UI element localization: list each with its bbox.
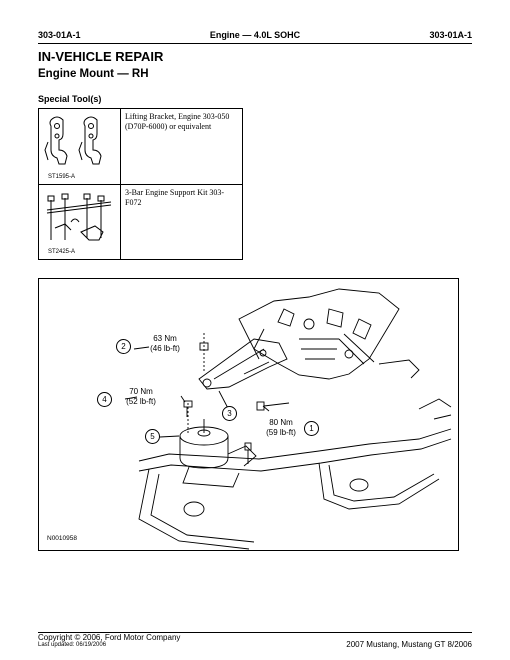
tool-row	[39, 109, 243, 185]
torque-lbft: (59 lb-ft)	[266, 427, 296, 437]
tool-row	[39, 185, 243, 260]
tool-description: Lifting Bracket, Engine 303-050 (D70P-6000) or equivalent	[121, 109, 243, 185]
callout-4: 4	[97, 392, 112, 407]
tool-image-cell	[39, 109, 121, 185]
header-section-left: 303-01A-1	[38, 30, 81, 40]
header-section-right: 303-01A-1	[429, 30, 472, 40]
page-header	[38, 30, 472, 44]
torque-nm: 70 Nm	[129, 387, 153, 396]
callout-2: 2	[116, 339, 131, 354]
special-tools-table	[38, 108, 243, 260]
torque-label-1	[259, 418, 303, 437]
torque-nm: 80 Nm	[269, 418, 293, 427]
torque-label-4	[116, 387, 166, 406]
page-subtitle: Engine Mount — RH	[38, 68, 149, 80]
torque-nm: 63 Nm	[153, 334, 177, 343]
special-tools-heading: Special Tool(s)	[38, 94, 102, 104]
tool-description: 3-Bar Engine Support Kit 303-F072	[121, 185, 243, 260]
header-divider	[38, 43, 472, 44]
tool-image-id: ST1595-A	[48, 174, 76, 180]
callout-1: 1	[304, 421, 319, 436]
footer-model: 2007 Mustang, Mustang GT 8/2006	[346, 640, 472, 649]
footer-copyright: Copyright © 2006, Ford Motor Company	[38, 633, 181, 642]
engine-mount-figure	[38, 278, 459, 551]
tool-image-id: ST2425-A	[48, 249, 76, 255]
page-title: IN-VEHICLE REPAIR	[38, 49, 164, 64]
torque-label-2	[139, 334, 191, 353]
callout-5: 5	[145, 429, 160, 444]
callout-3: 3	[222, 406, 237, 421]
torque-lbft: (52 lb-ft)	[126, 396, 156, 406]
footer-last-updated: Last updated: 06/19/2006	[38, 642, 107, 648]
tool-image-cell	[39, 185, 121, 260]
engine-mount-illustration	[39, 279, 459, 551]
header-section-center: Engine — 4.0L SOHC	[209, 30, 301, 40]
figure-id: N0010958	[47, 535, 77, 542]
torque-lbft: (46 lb-ft)	[150, 343, 180, 353]
lifting-bracket-drawing	[41, 112, 119, 174]
engine-support-kit-drawing	[41, 188, 119, 250]
